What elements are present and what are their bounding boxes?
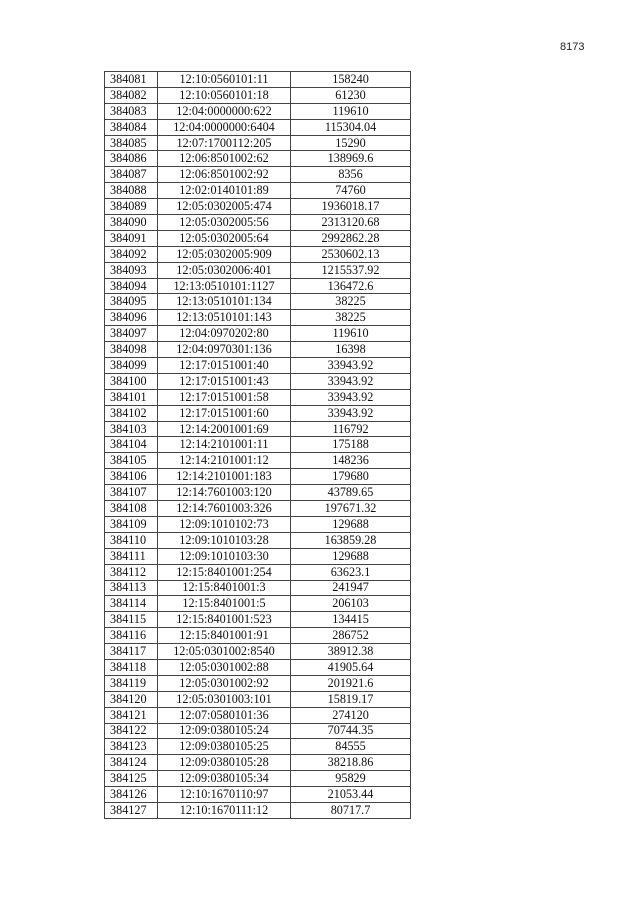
record-number-cell: 384124 bbox=[105, 755, 158, 771]
cadastral-value-cell: 38225 bbox=[291, 310, 411, 326]
record-number-cell: 384119 bbox=[105, 675, 158, 691]
record-number-cell: 384112 bbox=[105, 564, 158, 580]
cadastral-number-cell: 12:05:0302005:56 bbox=[158, 215, 291, 231]
table-row bbox=[105, 405, 411, 421]
cadastral-value-cell: 33943.92 bbox=[291, 405, 411, 421]
record-number-cell: 384114 bbox=[105, 596, 158, 612]
cadastral-number-cell: 12:10:1670110:97 bbox=[158, 787, 291, 803]
table-row bbox=[105, 644, 411, 660]
cadastral-number-cell: 12:05:0301002:92 bbox=[158, 675, 291, 691]
table-row bbox=[105, 485, 411, 501]
table-row bbox=[105, 802, 411, 818]
cadastral-number-cell: 12:15:8401001:523 bbox=[158, 612, 291, 628]
cadastral-number-cell: 12:04:0970202:80 bbox=[158, 326, 291, 342]
table-row bbox=[105, 707, 411, 723]
table-row bbox=[105, 453, 411, 469]
record-number-cell: 384127 bbox=[105, 802, 158, 818]
cadastral-value-cell: 115304.04 bbox=[291, 119, 411, 135]
cadastral-value-cell: 129688 bbox=[291, 548, 411, 564]
table-row bbox=[105, 516, 411, 532]
table-row bbox=[105, 580, 411, 596]
table-row bbox=[105, 739, 411, 755]
cadastral-number-cell: 12:09:0380105:24 bbox=[158, 723, 291, 739]
table-row bbox=[105, 310, 411, 326]
cadastral-number-cell: 12:05:0302005:474 bbox=[158, 199, 291, 215]
cadastral-number-cell: 12:15:8401001:91 bbox=[158, 628, 291, 644]
cadastral-value-cell: 129688 bbox=[291, 516, 411, 532]
record-number-cell: 384125 bbox=[105, 771, 158, 787]
cadastral-value-cell: 95829 bbox=[291, 771, 411, 787]
cadastral-number-cell: 12:17:0151001:60 bbox=[158, 405, 291, 421]
table-row bbox=[105, 278, 411, 294]
cadastral-value-cell: 163859.28 bbox=[291, 532, 411, 548]
cadastral-number-cell: 12:17:0151001:58 bbox=[158, 389, 291, 405]
record-number-cell: 384120 bbox=[105, 691, 158, 707]
table-row bbox=[105, 659, 411, 675]
table-row bbox=[105, 787, 411, 803]
cadastral-value-cell: 286752 bbox=[291, 628, 411, 644]
cadastral-number-cell: 12:17:0151001:43 bbox=[158, 373, 291, 389]
cadastral-value-cell: 33943.92 bbox=[291, 358, 411, 374]
cadastral-value-cell: 74760 bbox=[291, 183, 411, 199]
cadastral-number-cell: 12:09:1010103:28 bbox=[158, 532, 291, 548]
record-number-cell: 384105 bbox=[105, 453, 158, 469]
record-number-cell: 384122 bbox=[105, 723, 158, 739]
record-number-cell: 384126 bbox=[105, 787, 158, 803]
table-row bbox=[105, 421, 411, 437]
cadastral-value-cell: 136472.6 bbox=[291, 278, 411, 294]
cadastral-value-cell: 2530602.13 bbox=[291, 246, 411, 262]
record-number-cell: 384083 bbox=[105, 103, 158, 119]
cadastral-number-cell: 12:09:0380105:34 bbox=[158, 771, 291, 787]
table-row bbox=[105, 628, 411, 644]
cadastral-number-cell: 12:17:0151001:40 bbox=[158, 358, 291, 374]
cadastral-number-cell: 12:07:0580101:36 bbox=[158, 707, 291, 723]
table-row bbox=[105, 675, 411, 691]
table-row bbox=[105, 596, 411, 612]
table-row bbox=[105, 326, 411, 342]
cadastral-value-cell: 61230 bbox=[291, 87, 411, 103]
record-number-cell: 384118 bbox=[105, 659, 158, 675]
cadastral-value-cell: 179680 bbox=[291, 469, 411, 485]
cadastral-value-cell: 138969.6 bbox=[291, 151, 411, 167]
record-number-cell: 384081 bbox=[105, 72, 158, 88]
cadastral-number-cell: 12:14:2101001:11 bbox=[158, 437, 291, 453]
cadastral-value-cell: 8356 bbox=[291, 167, 411, 183]
cadastral-number-cell: 12:07:1700112:205 bbox=[158, 135, 291, 151]
cadastral-number-cell: 12:05:0301002:88 bbox=[158, 659, 291, 675]
cadastral-number-cell: 12:10:0560101:11 bbox=[158, 72, 291, 88]
table-row bbox=[105, 87, 411, 103]
table-row bbox=[105, 358, 411, 374]
cadastral-value-cell: 1215537.92 bbox=[291, 262, 411, 278]
table-row bbox=[105, 548, 411, 564]
cadastral-value-cell: 15819.17 bbox=[291, 691, 411, 707]
cadastral-value-cell: 38912.38 bbox=[291, 644, 411, 660]
record-number-cell: 384100 bbox=[105, 373, 158, 389]
cadastral-number-cell: 12:13:0510101:1127 bbox=[158, 278, 291, 294]
table-row bbox=[105, 151, 411, 167]
cadastral-value-cell: 80717.7 bbox=[291, 802, 411, 818]
record-number-cell: 384087 bbox=[105, 167, 158, 183]
cadastral-number-cell: 12:14:2101001:12 bbox=[158, 453, 291, 469]
record-number-cell: 384084 bbox=[105, 119, 158, 135]
record-number-cell: 384108 bbox=[105, 501, 158, 517]
record-number-cell: 384116 bbox=[105, 628, 158, 644]
record-number-cell: 384090 bbox=[105, 215, 158, 231]
table-row bbox=[105, 723, 411, 739]
cadastral-number-cell: 12:15:8401001:254 bbox=[158, 564, 291, 580]
record-number-cell: 384111 bbox=[105, 548, 158, 564]
record-number-cell: 384106 bbox=[105, 469, 158, 485]
table-row bbox=[105, 103, 411, 119]
cadastral-number-cell: 12:04:0970301:136 bbox=[158, 342, 291, 358]
cadastral-number-cell: 12:14:7601003:120 bbox=[158, 485, 291, 501]
record-number-cell: 384091 bbox=[105, 230, 158, 246]
table-row bbox=[105, 373, 411, 389]
cadastral-value-cell: 241947 bbox=[291, 580, 411, 596]
table-row bbox=[105, 691, 411, 707]
record-number-cell: 384096 bbox=[105, 310, 158, 326]
table-row bbox=[105, 342, 411, 358]
record-number-cell: 384098 bbox=[105, 342, 158, 358]
cadastral-value-cell: 134415 bbox=[291, 612, 411, 628]
cadastral-value-cell: 197671.32 bbox=[291, 501, 411, 517]
table-row bbox=[105, 437, 411, 453]
cadastral-number-cell: 12:14:7601003:326 bbox=[158, 501, 291, 517]
cadastral-number-cell: 12:15:8401001:3 bbox=[158, 580, 291, 596]
table-row bbox=[105, 230, 411, 246]
table-row bbox=[105, 389, 411, 405]
record-number-cell: 384121 bbox=[105, 707, 158, 723]
record-number-cell: 384089 bbox=[105, 199, 158, 215]
cadastral-value-cell: 119610 bbox=[291, 326, 411, 342]
cadastral-value-cell: 206103 bbox=[291, 596, 411, 612]
cadastral-number-cell: 12:02:0140101:89 bbox=[158, 183, 291, 199]
cadastral-value-cell: 15290 bbox=[291, 135, 411, 151]
record-number-cell: 384093 bbox=[105, 262, 158, 278]
table-row bbox=[105, 262, 411, 278]
table-row bbox=[105, 246, 411, 262]
record-number-cell: 384086 bbox=[105, 151, 158, 167]
record-number-cell: 384088 bbox=[105, 183, 158, 199]
cadastral-number-cell: 12:09:1010103:30 bbox=[158, 548, 291, 564]
cadastral-value-cell: 70744.35 bbox=[291, 723, 411, 739]
record-number-cell: 384092 bbox=[105, 246, 158, 262]
cadastral-value-cell: 43789.65 bbox=[291, 485, 411, 501]
record-number-cell: 384113 bbox=[105, 580, 158, 596]
record-number-cell: 384101 bbox=[105, 389, 158, 405]
page-number: 8173 bbox=[560, 41, 585, 53]
cadastral-value-table bbox=[104, 71, 411, 819]
cadastral-number-cell: 12:05:0302006:401 bbox=[158, 262, 291, 278]
record-number-cell: 384110 bbox=[105, 532, 158, 548]
cadastral-value-cell: 38225 bbox=[291, 294, 411, 310]
table-row bbox=[105, 215, 411, 231]
table-row bbox=[105, 501, 411, 517]
record-number-cell: 384123 bbox=[105, 739, 158, 755]
cadastral-number-cell: 12:05:0302005:909 bbox=[158, 246, 291, 262]
table-row bbox=[105, 469, 411, 485]
cadastral-number-cell: 12:04:0000000:622 bbox=[158, 103, 291, 119]
cadastral-value-cell: 33943.92 bbox=[291, 373, 411, 389]
cadastral-number-cell: 12:13:0510101:134 bbox=[158, 294, 291, 310]
record-number-cell: 384109 bbox=[105, 516, 158, 532]
cadastral-value-cell: 1936018.17 bbox=[291, 199, 411, 215]
record-number-cell: 384082 bbox=[105, 87, 158, 103]
table-row bbox=[105, 199, 411, 215]
record-number-cell: 384104 bbox=[105, 437, 158, 453]
cadastral-number-cell: 12:10:0560101:18 bbox=[158, 87, 291, 103]
table-row bbox=[105, 294, 411, 310]
record-number-cell: 384102 bbox=[105, 405, 158, 421]
table-body bbox=[105, 72, 411, 819]
cadastral-value-cell: 119610 bbox=[291, 103, 411, 119]
table-row bbox=[105, 771, 411, 787]
record-number-cell: 384117 bbox=[105, 644, 158, 660]
cadastral-value-cell: 274120 bbox=[291, 707, 411, 723]
table-row bbox=[105, 135, 411, 151]
cadastral-number-cell: 12:09:1010102:73 bbox=[158, 516, 291, 532]
cadastral-number-cell: 12:15:8401001:5 bbox=[158, 596, 291, 612]
table-row bbox=[105, 755, 411, 771]
cadastral-number-cell: 12:06:8501002:92 bbox=[158, 167, 291, 183]
table-row bbox=[105, 183, 411, 199]
cadastral-value-cell: 2313120.68 bbox=[291, 215, 411, 231]
record-number-cell: 384107 bbox=[105, 485, 158, 501]
table-row bbox=[105, 167, 411, 183]
cadastral-number-cell: 12:13:0510101:143 bbox=[158, 310, 291, 326]
cadastral-number-cell: 12:14:2101001:183 bbox=[158, 469, 291, 485]
cadastral-number-cell: 12:09:0380105:25 bbox=[158, 739, 291, 755]
record-number-cell: 384085 bbox=[105, 135, 158, 151]
cadastral-value-cell: 84555 bbox=[291, 739, 411, 755]
cadastral-value-cell: 38218.86 bbox=[291, 755, 411, 771]
record-number-cell: 384097 bbox=[105, 326, 158, 342]
record-number-cell: 384115 bbox=[105, 612, 158, 628]
record-number-cell: 384095 bbox=[105, 294, 158, 310]
record-number-cell: 384103 bbox=[105, 421, 158, 437]
table-row bbox=[105, 612, 411, 628]
cadastral-value-cell: 33943.92 bbox=[291, 389, 411, 405]
cadastral-value-cell: 63623.1 bbox=[291, 564, 411, 580]
cadastral-value-cell: 41905.64 bbox=[291, 659, 411, 675]
cadastral-number-cell: 12:04:0000000:6404 bbox=[158, 119, 291, 135]
cadastral-number-cell: 12:09:0380105:28 bbox=[158, 755, 291, 771]
table-row bbox=[105, 532, 411, 548]
table-row bbox=[105, 564, 411, 580]
table-row bbox=[105, 119, 411, 135]
cadastral-number-cell: 12:10:1670111:12 bbox=[158, 802, 291, 818]
cadastral-number-cell: 12:06:8501002:62 bbox=[158, 151, 291, 167]
cadastral-value-cell: 201921.6 bbox=[291, 675, 411, 691]
cadastral-value-cell: 148236 bbox=[291, 453, 411, 469]
cadastral-value-cell: 2992862.28 bbox=[291, 230, 411, 246]
cadastral-value-cell: 16398 bbox=[291, 342, 411, 358]
cadastral-number-cell: 12:14:2001001:69 bbox=[158, 421, 291, 437]
cadastral-number-cell: 12:05:0301002:8540 bbox=[158, 644, 291, 660]
record-number-cell: 384099 bbox=[105, 358, 158, 374]
table-row bbox=[105, 72, 411, 88]
cadastral-number-cell: 12:05:0301003:101 bbox=[158, 691, 291, 707]
cadastral-number-cell: 12:05:0302005:64 bbox=[158, 230, 291, 246]
cadastral-value-cell: 21053.44 bbox=[291, 787, 411, 803]
cadastral-value-cell: 116792 bbox=[291, 421, 411, 437]
record-number-cell: 384094 bbox=[105, 278, 158, 294]
cadastral-value-cell: 175188 bbox=[291, 437, 411, 453]
cadastral-value-cell: 158240 bbox=[291, 72, 411, 88]
